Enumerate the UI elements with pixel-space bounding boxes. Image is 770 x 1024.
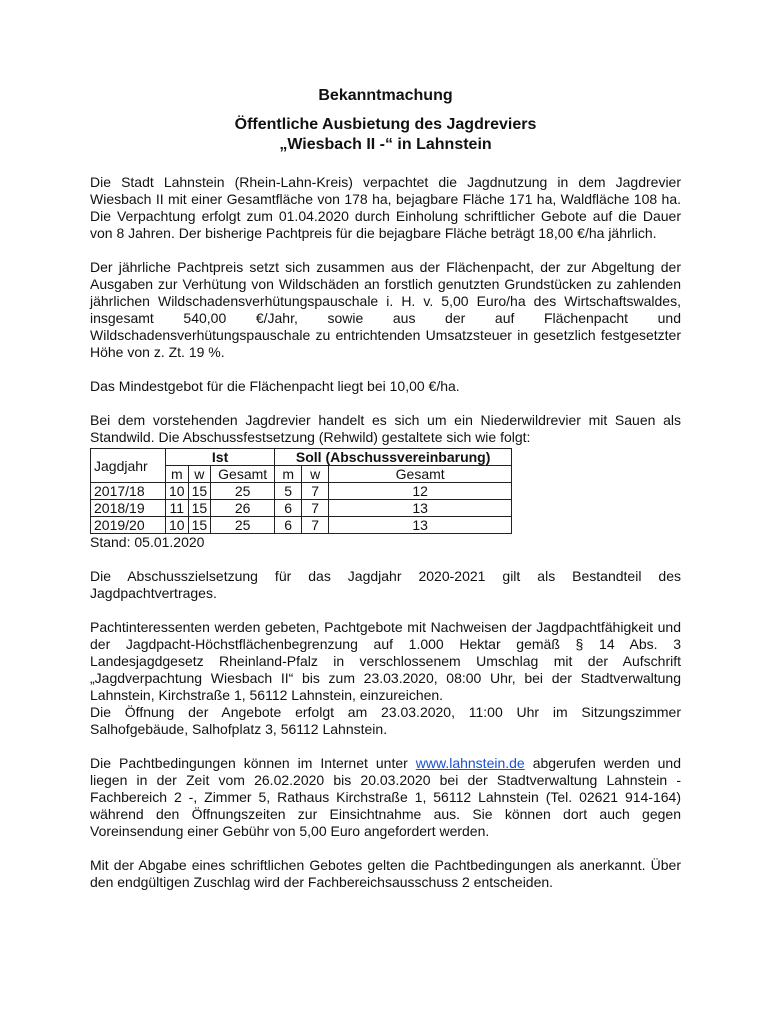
- subheader-ist-m: m: [166, 466, 189, 483]
- table-row: [91, 483, 512, 500]
- cell-soll-m: 6: [275, 500, 302, 517]
- cell-ist-total: 26: [211, 500, 275, 517]
- cell-soll-total: 13: [329, 500, 512, 517]
- cell-year: 2017/18: [91, 483, 166, 500]
- cell-soll-w: 7: [302, 483, 329, 500]
- cell-soll-total: 13: [329, 517, 512, 534]
- paragraph-lease-conditions: [90, 755, 681, 840]
- table-row: [91, 500, 512, 517]
- subtitle-block: [90, 115, 681, 155]
- cell-soll-w: 7: [302, 517, 329, 534]
- document-page: [90, 86, 681, 891]
- subtitle-line-1: Öffentliche Ausbietung des Jagdreviers: [234, 116, 537, 133]
- paragraph-acceptance: Mit der Abgabe eines schriftlichen Gebotes gelten die Pachtbedingungen als anerkannt. Über den endgültigen Zuschlag wird der Fachbereichsausschuss 2 entscheiden.: [90, 857, 681, 890]
- subheader-soll-total: Gesamt: [329, 466, 512, 483]
- cell-ist-w: 15: [188, 517, 211, 534]
- website-link[interactable]: www.lahnstein.de: [415, 755, 525, 771]
- paragraph-bid-opening: Die Öffnung der Angebote erfolgt am 23.03.2020, 11:00 Uhr im Sitzungszimmer Salhofgebäude, Salhofplatz 3, 56112 Lahnstein.: [90, 704, 681, 737]
- table-status-date: Stand: 05.01.2020: [90, 534, 205, 550]
- conditions-text-after: abgerufen werden und liegen in der Zeit vom 26.02.2020 bis 20.03.2020 bei der Stadtverwaltung Lahnstein - Fachbereich 2 -, Zimmer 5, Rathaus Kirchstraße 1, 56112 Lahnstein (Tel. 02621 914-164) während den Öffnungszeiten zur Einsichtnahme aus. Sie können dort auch gegen Voreinsendung einer Gebühr von 5,00 Euro angefordert werden.: [90, 755, 681, 839]
- subheader-ist-total: Gesamt: [211, 466, 275, 483]
- document-title: Bekanntmachung: [318, 87, 453, 104]
- culling-table: [90, 448, 512, 534]
- cell-ist-total: 25: [211, 517, 275, 534]
- subheader-soll-w: w: [302, 466, 329, 483]
- paragraph-lease-price: Der jährliche Pachtpreis setzt sich zusammen aus der Flächenpacht, der zur Abgeltung der Ausgaben zur Verhütung von Wildschäden an forstlich genutzten Grundstücken zu zahlenden jährlichen Wildschadensverhütungspauschale i. H. v. 5,00 Euro/ha des Wirtschaftswaldes, insgesamt 540,00 €/Jahr, sowie aus der auf Flächenpacht und Wildschadensverhütungspauschale zu entrichtenden Umsatzsteuer in gesetzlich festgesetzter Höhe von z. Zt. 19 %.: [90, 259, 681, 360]
- paragraph-minimum-bid: Das Mindestgebot für die Flächenpacht liegt bei 10,00 €/ha.: [90, 378, 460, 394]
- header-soll: Soll (Abschussvereinbarung): [275, 449, 512, 466]
- paragraph-lease-details: Die Stadt Lahnstein (Rhein-Lahn-Kreis) verpachtet die Jagdnutzung in dem Jagdrevier Wiesbach II mit einer Gesamtfläche von 178 ha, bejagbare Fläche 171 ha, Waldfläche 108 ha. Die Verpachtung erfolgt zum 01.04.2020 durch Einholung schriftlicher Gebote auf die Dauer von 8 Jahren. Der bisherige Pachtpreis für die bejagbare Fläche beträgt 18,00 €/ha jährlich.: [90, 174, 681, 241]
- paragraph-hunting-area: Bei dem vorstehenden Jagdrevier handelt es sich um ein Niederwildrevier mit Sauen als Standwild. Die Abschussfestsetzung (Rehwild) gestaltete sich wie folgt:: [90, 412, 681, 445]
- cell-ist-m: 10: [166, 483, 189, 500]
- table-header-row: [91, 449, 512, 466]
- table-row: [91, 517, 512, 534]
- header-jagdjahr: Jagdjahr: [91, 449, 166, 483]
- paragraph-target-setting: Die Abschusszielsetzung für das Jagdjahr 2020-2021 gilt als Bestandteil des Jagdpachtvertrages.: [90, 568, 681, 601]
- header-ist: Ist: [166, 449, 275, 466]
- cell-ist-total: 25: [211, 483, 275, 500]
- subtitle-line-2: „Wiesbach II -“ in Lahnstein: [279, 136, 492, 153]
- cell-soll-w: 7: [302, 500, 329, 517]
- cell-year: 2018/19: [91, 500, 166, 517]
- cell-ist-m: 10: [166, 517, 189, 534]
- paragraph-bid-submission: Pachtinteressenten werden gebeten, Pachtgebote mit Nachweisen der Jagdpachtfähigkeit und der Jagdpacht-Höchstflächenbegrenzung auf 1.000 Hektar gemäß § 14 Abs. 3 Landesjagdgesetz Rheinland-Pfalz in verschlossenem Umschlag mit der Aufschrift „Jagdverpachtung Wiesbach II“ bis zum 23.03.2020, 08:00 Uhr, bei der Stadtverwaltung Lahnstein, Kirchstraße 1, 56112 Lahnstein, einzureichen.: [90, 619, 681, 703]
- cell-soll-total: 12: [329, 483, 512, 500]
- conditions-text-before: Die Pachtbedingungen können im Internet unter: [90, 755, 416, 771]
- cell-ist-w: 15: [188, 500, 211, 517]
- cell-soll-m: 6: [275, 517, 302, 534]
- cell-year: 2019/20: [91, 517, 166, 534]
- cell-ist-w: 15: [188, 483, 211, 500]
- subheader-soll-m: m: [275, 466, 302, 483]
- subheader-ist-w: w: [188, 466, 211, 483]
- cell-ist-m: 11: [166, 500, 189, 517]
- cell-soll-m: 5: [275, 483, 302, 500]
